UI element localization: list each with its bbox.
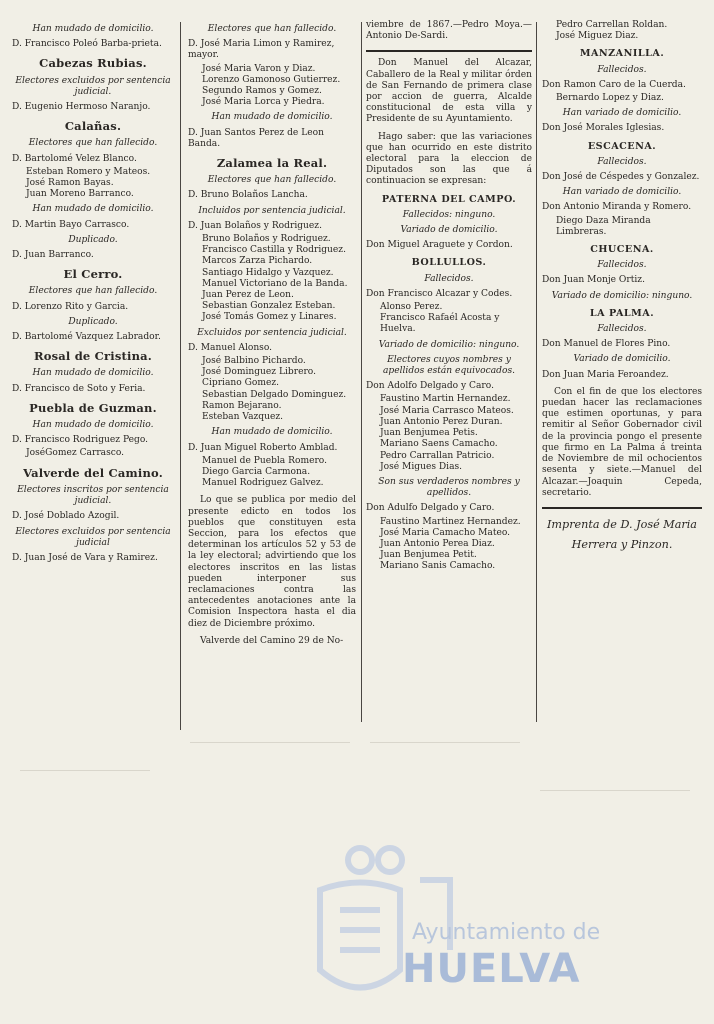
notice-paragraph: Lo que se publica por medio del presente edicto en todos los pueblos que constituyen esta Seccion, para los efectos que determinan los artículos 52 y 53 de la ley electoral; advirtiendo que los electores inscritos en las listas pueden interponer sus reclamaciones contra las antecedentes anotaciones ante la Comision Inspectora hasta el dia diez de Diciembre próximo. (188, 495, 356, 629)
elector-name: Santiago Hidalgo y Vazquez. (202, 267, 334, 278)
section-label: Electores que han fallecido. (28, 286, 158, 297)
faint-line (190, 742, 350, 743)
column-rule (536, 22, 537, 722)
elector-name: Pedro Carrallan Patricio. (380, 450, 495, 461)
notice-paragraph: Valverde del Camino 29 de No- (200, 635, 344, 646)
printer-imprint: Imprenta de D. José Maria Herrera y Pinzon. (547, 517, 697, 551)
section-label: Variado de domicilio. (400, 225, 498, 236)
elector-name: Juan Antonio Perez Duran. (380, 416, 503, 427)
elector-name: D. Francisco Rodriguez Pego. (12, 435, 149, 446)
faint-line (540, 790, 690, 791)
section-label: Electores que han fallecido. (207, 24, 337, 34)
notice-paragraph: Con el fin de que los electores puedan hacer las reclamaciones que estimen oportunas, y para remitir al Señor Gobernador civil de la provincia pongo el presente que firmo en La Palma á treinta de Noviembre de mil ochocientos sesenta y siete.—Manuel del Alcazar.—Joaquin Cepeda, secretario. (542, 386, 702, 498)
section-label: Han mudado de domicilio. (32, 204, 154, 215)
section-label: Son sus verdaderos nombres y apellidos. (378, 476, 520, 499)
section-label: Electores inscritos por sentencia judicial. (17, 484, 169, 507)
elector-name: Bruno Bolaños y Rodriguez. (202, 234, 331, 245)
section-label: Incluidos por sentencia judicial. (198, 205, 346, 216)
section-label: Fallecidos. (597, 260, 647, 271)
elector-name: Sebastian Gonzalez Esteban. (202, 301, 336, 312)
section-label: Variado de domicilio. (573, 354, 671, 365)
elector-name: D. Martin Bayo Carrasco. (12, 219, 130, 230)
elector-name: Cipriano Gomez. (202, 378, 280, 389)
section-label: Fallecidos. (597, 64, 647, 75)
column-1 (12, 20, 174, 566)
elector-name: D. Juan Bolaños y Rodriguez. (188, 220, 322, 231)
elector-name: José Maria Carrasco Mateos. (380, 405, 514, 416)
town-heading: Rosal de Cristina. (33, 349, 153, 364)
section-label: Fallecidos. (597, 156, 647, 167)
section-label: Electores excluidos por sentencia judicial. (15, 75, 171, 97)
elector-name: Lorenzo Gamonoso Gutierrez. (202, 74, 341, 85)
elector-name: D. José Doblado Azogil. (12, 511, 120, 522)
faint-line (370, 742, 520, 743)
elector-name: José Dominguez Librero. (202, 367, 317, 378)
separator-rule (366, 50, 532, 52)
section-label: Duplicado. (68, 316, 118, 327)
elector-name: Faustino Martin Hernandez. (380, 394, 511, 405)
watermark-text: Ayuntamiento de (412, 920, 601, 945)
elector-name: Juan Benjumea Petis. (380, 428, 478, 439)
section-label: Han mudado de domicilio. (211, 427, 333, 438)
elector-name: Segundo Ramos y Gomez. (202, 86, 322, 97)
town-heading: ESCACENA. (587, 140, 657, 152)
town-heading: Puebla de Guzman. (29, 400, 157, 415)
section-label: Variado de domicilio: ninguno. (378, 339, 520, 350)
section-label: Fallecidos: ninguno. (402, 209, 496, 220)
elector-name: Manuel de Puebla Romero. (202, 455, 327, 466)
elector-name: Ramon Bejarano. (202, 400, 282, 411)
section-label: Han mudado de domicilio. (32, 24, 154, 34)
elector-name: D. Lorenzo Rito y Garcia. (12, 301, 129, 312)
column-3 (366, 20, 532, 573)
watermark-title: HUELVA (402, 946, 581, 992)
elector-name: José Miguez Diaz. (556, 31, 639, 42)
elector-name: D. Bruno Bolaños Lancha. (188, 190, 308, 201)
town-heading: MANZANILLA. (579, 48, 665, 60)
town-heading: Calañas. (64, 119, 122, 134)
notice-paragraph: viembre de 1867.—Pedro Moya.—Antonio De-Sardi. (366, 20, 532, 42)
elector-name: Diego Garcia Carmona. (202, 466, 311, 477)
separator-rule (542, 507, 702, 509)
elector-name: José Ramon Bayas. (26, 178, 114, 189)
elector-name: D. José Maria Limon y Ramirez, mayor. (188, 39, 335, 61)
elector-name: Don Adolfo Delgado y Caro. (366, 381, 494, 392)
elector-name: D. Juan José de Vara y Ramirez. (12, 552, 158, 563)
notice-paragraph: Don Manuel del Alcazar, Caballero de la Real y militar órden de San Fernando de primera clase por accion de guerra, Alcalde constitucional de esta villa y Presidente de su Ayuntamiento. (366, 58, 532, 125)
elector-name: D. Bartolomé Vazquez Labrador. (12, 332, 161, 343)
section-label: Electores excluidos por sentencia judicial (15, 526, 171, 548)
elector-name: Mariano Saens Camacho. (380, 439, 498, 450)
elector-name: Mariano Sanis Camacho. (380, 561, 496, 572)
faint-line (20, 770, 150, 771)
notice-paragraph: Hago saber: que las variaciones que han ocurrido en este distrito electoral para la eleccion de Diputados son las que á continuacion se expresan: (366, 131, 532, 187)
column-rule (361, 22, 362, 722)
town-heading: Zalamea la Real. (216, 156, 328, 171)
elector-name: Don Juan Monje Ortiz. (542, 275, 645, 286)
elector-name: Don Manuel de Flores Pino. (542, 339, 671, 350)
elector-name: Don José Morales Iglesias. (542, 123, 665, 134)
elector-name: Don Ramon Caro de la Cuerda. (542, 79, 686, 90)
elector-name: Don Juan Maria Feroandez. (542, 369, 669, 380)
elector-name: D. Juan Santos Perez de Leon Banda. (188, 127, 324, 149)
section-label: Fallecidos. (597, 324, 647, 335)
elector-name: Faustino Martinez Hernandez. (380, 516, 521, 527)
elector-name: JoséGomez Carrasco. (26, 448, 125, 459)
elector-name: José Maria Camacho Mateo. (380, 527, 511, 538)
section-label: Electores que han fallecido. (207, 175, 337, 186)
elector-name: Esteban Vazquez. (202, 412, 284, 423)
section-label: Han variado de domicilio. (562, 108, 682, 119)
elector-name: Juan Benjumea Petit. (380, 550, 477, 561)
section-label: Fallecidos. (424, 273, 474, 284)
column-2 (188, 20, 356, 653)
elector-name: Francisco Rafaél Acosta y Huelva. (380, 313, 500, 335)
elector-name: D. Manuel Alonso. (188, 342, 273, 353)
town-heading: BOLLULLOS. (411, 257, 487, 269)
elector-name: Juan Perez de Leon. (202, 290, 294, 301)
section-label: Electores que han fallecido. (28, 138, 158, 149)
town-heading: PATERNA DEL CAMPO. (381, 193, 517, 205)
elector-name: D. Francisco Poleó Barba-prieta. (12, 39, 162, 50)
elector-name: Juan Antonio Perea Diaz. (380, 538, 495, 549)
section-label: Han mudado de domicilio. (32, 368, 154, 379)
elector-name: José Migues Dias. (380, 461, 463, 472)
elector-name: Don Adulfo Delgado y Caro. (366, 503, 495, 514)
column-4 (542, 20, 702, 555)
elector-name: D. Juan Barranco. (12, 250, 94, 261)
section-label: Han variado de domicilio. (562, 187, 682, 198)
elector-name: Juan Moreno Barranco. (26, 189, 134, 200)
elector-name: José Balbino Pichardo. (202, 356, 306, 367)
elector-name: Marcos Zarza Pichardo. (202, 256, 313, 267)
section-label: Electores cuyos nombres y apellidos están equivocados. (382, 354, 516, 377)
elector-name: Diego Daza Miranda Limbreras. (556, 215, 651, 237)
elector-name: Don Miguel Araguete y Cordon. (366, 240, 513, 251)
elector-name: José Maria Lorca y Piedra. (202, 97, 325, 108)
elector-name: Francisco Castilla y Rodriguez. (202, 245, 346, 256)
town-heading: CHUCENA. (590, 244, 654, 256)
elector-name: Esteban Romero y Mateos. (26, 166, 151, 177)
elector-name: D. Juan Miguel Roberto Amblad. (188, 442, 338, 453)
elector-name: Manuel Victoriano de la Banda. (202, 278, 348, 289)
section-label: Han mudado de domicilio. (211, 112, 333, 123)
elector-name: José Tomás Gomez y Linares. (202, 312, 337, 323)
elector-name: Don Antonio Miranda y Romero. (542, 202, 692, 213)
elector-name: Pedro Carrellan Roldan. (556, 20, 668, 30)
town-heading: Cabezas Rubias. (39, 56, 147, 71)
town-heading: LA PALMA. (589, 307, 655, 319)
elector-name: Manuel Rodriguez Galvez. (202, 478, 324, 489)
elector-name: D. Eugenio Hermoso Naranjo. (12, 102, 151, 113)
section-label: Variado de domicilio: ninguno. (551, 290, 693, 301)
section-label: Duplicado. (68, 234, 118, 245)
elector-name: D. Francisco de Soto y Feria. (12, 383, 146, 394)
town-heading: Valverde del Camino. (23, 465, 163, 480)
town-heading: El Cerro. (63, 267, 123, 282)
elector-name: Bernardo Lopez y Diaz. (556, 93, 664, 104)
elector-name: Alonso Perez. (380, 302, 443, 313)
column-rule (180, 22, 181, 730)
section-label: Excluidos por sentencia judicial. (197, 327, 347, 338)
elector-name: Don José de Céspedes y Gonzalez. (542, 172, 700, 183)
elector-name: Don Francisco Alcazar y Codes. (366, 288, 513, 299)
elector-name: Sebastian Delgado Dominguez. (202, 389, 347, 400)
elector-name: D. Bartolomé Velez Blanco. (12, 153, 137, 164)
section-label: Han mudado de domicilio. (32, 420, 154, 431)
elector-name: José Maria Varon y Diaz. (202, 63, 316, 74)
